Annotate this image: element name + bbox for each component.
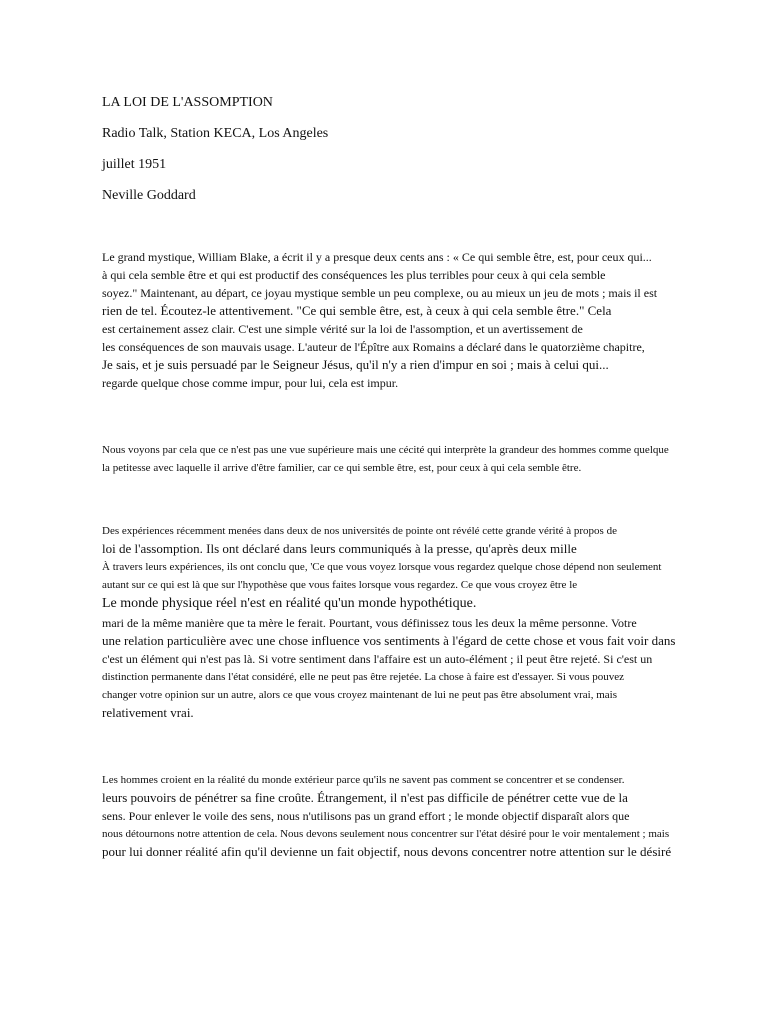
text-line: nous détournons notre attention de cela. Nous devons seulement nous concentrer sur l'état désiré pour le voir mentalement ; mais [102, 828, 670, 840]
text-line: Je sais, et je suis persuadé par le Seigneur Jésus, qu'il n'y a rien d'impur en soi ; mais à celui qui... [102, 357, 609, 372]
paragraph-4 [102, 771, 742, 861]
document-subtitle: Radio Talk, Station KECA, Los Angeles [102, 126, 329, 141]
text-line: Le grand mystique, William Blake, a écrit il y a presque deux cents ans : « Ce qui semble être, est, pour ceux qui... [102, 250, 652, 264]
text-line: Les hommes croient en la réalité du monde extérieur parce qu'ils ne savent pas comment se concentrer et se condenser. [102, 774, 625, 786]
text-line: une relation particulière avec une chose influence vos sentiments à l'égard de cette chose et vous fait voir dans [102, 633, 676, 648]
paragraph-3 [102, 522, 742, 722]
text-line: autant sur ce qui est là que sur l'hypothèse que vous faites lorsque vous regardez. Ce que vous croyez être le [102, 579, 578, 591]
text-line: les conséquences de son mauvais usage. L'auteur de l'Épître aux Romains a déclaré dans le quatorzième chapitre, [102, 340, 645, 354]
text-line: À travers leurs expériences, ils ont conclu que, 'Ce que vous voyez lorsque vous regardez quelque chose dépend non seulement [102, 561, 662, 573]
paragraph-2 [102, 441, 742, 477]
text-line: Des expériences récemment menées dans deux de nos universités de pointe ont révélé cette grande vérité à propos de [102, 525, 617, 537]
document-date: juillet 1951 [102, 157, 167, 172]
text-line: est certainement assez clair. C'est une simple vérité sur la loi de l'assomption, et un avertissement de [102, 322, 583, 336]
text-line: à qui cela semble être et qui est productif des conséquences les plus terribles pour ceux à qui cela semble [102, 268, 606, 282]
text-line: leurs pouvoirs de pénétrer sa fine croûte. Étrangement, il n'est pas difficile de pénétrer cette vue de la [102, 790, 628, 805]
text-line: Nous voyons par cela que ce n'est pas une vue supérieure mais une cécité qui interprète la grandeur des hommes comme quelque [102, 444, 669, 456]
document-author: Neville Goddard [102, 188, 196, 203]
document-title: LA LOI DE L'ASSOMPTION [102, 95, 273, 110]
text-line: sens. Pour enlever le voile des sens, nous n'utilisons pas un grand effort ; le monde objectif disparaît alors que [102, 809, 630, 823]
text-line: c'est un élément qui n'est pas là. Si votre sentiment dans l'affaire est un auto-élément ; il peut être rejeté. Si c'est un [102, 652, 653, 666]
text-line: loi de l'assomption. Ils ont déclaré dans leurs communiqués à la presse, qu'après deux mille [102, 541, 577, 556]
paragraph-1 [102, 248, 742, 392]
text-line: regarde quelque chose comme impur, pour lui, cela est impur. [102, 376, 399, 390]
text-line: Le monde physique réel n'est en réalité qu'un monde hypothétique. [102, 596, 477, 611]
text-line: mari de la même manière que ta mère le ferait. Pourtant, vous définissez tous les deux la même personne. Votre [102, 616, 637, 630]
text-line: la petitesse avec laquelle il arrive d'être familier, car ce qui semble être, est, pour ceux à qui cela semble être. [102, 462, 582, 474]
text-line: pour lui donner réalité afin qu'il devienne un fait objectif, nous devons concentrer notre attention sur le désiré [102, 844, 672, 859]
text-line: rien de tel. Écoutez-le attentivement. "Ce qui semble être, est, à ceux à qui cela semble être." Cela [102, 303, 612, 318]
text-line: changer votre opinion sur un autre, alors ce que vous croyez maintenant de lui ne peut pas être absolument vrai, mais [102, 689, 617, 701]
text-line: distinction permanente dans l'état considéré, elle ne peut pas être rejetée. La chose à faire est d'essayer. Si vous pouvez [102, 671, 624, 683]
text-line: soyez." Maintenant, au départ, ce joyau mystique semble un peu complexe, ou au mieux un jeu de mots ; mais il est [102, 286, 658, 300]
text-line: relativement vrai. [102, 705, 194, 720]
